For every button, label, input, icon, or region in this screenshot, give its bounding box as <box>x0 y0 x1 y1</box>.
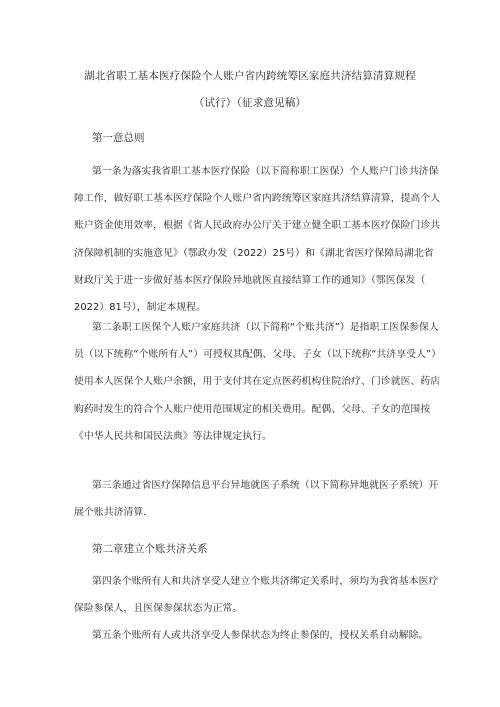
document-title: 湖北省职工基本医疗保险个人账户省内跨统筹区家庭共济结算清算规程 <box>84 70 416 82</box>
article-1-line: 2022）81号），制定本规程。 <box>74 301 207 313</box>
article-2-line: 第二条职工医保个人账户家庭共济（以下简称“个账共济”）是指职工医保参保人 <box>92 322 439 333</box>
article-3 <box>74 472 439 526</box>
chapter-heading-1: 第一意总则 <box>92 132 145 144</box>
article-1-line: 济保障机制的实施意见》（鄂政办发（2022）25号）和《湖北省医疗保障局湖北省 <box>74 247 434 259</box>
article-1 <box>74 158 441 321</box>
article-2-line: 购药时发生的符合个人账户使用范围规定的相关费用。配偶、父母、子女的范围按 <box>74 403 431 415</box>
article-1-line: 账户资金使用效率，根据《省人民政府办公厅关于建立健全职工基本医疗保险门诊共 <box>74 220 441 232</box>
article-1-line: 障工作，做好职工基本医疗保险个人账户省内跨统筹区家庭共济结算清算，提高个人 <box>74 193 441 205</box>
article-4-line: 保险参保人，且医保参保状态为正常。 <box>74 603 243 615</box>
article-5 <box>74 622 429 649</box>
article-3-line: 展个账共济清算. <box>74 507 147 519</box>
article-2-line: 《中华人民共和国民法典》等法律规定执行。 <box>74 430 272 442</box>
article-3-line: 第三条通过省医疗保障信息平台异地就医子系统（以下简称异地就医子系统）开 <box>92 480 439 491</box>
article-5-line: 第五条个账所有人或共济享受人参保状态为终止参保的，授权关系自动解除。 <box>92 630 429 641</box>
article-4 <box>74 568 439 622</box>
article-2-line: 员（以下统称“个账所有人”）可授权其配偶、父母、子女（以下统称“共济享受人”） <box>74 349 442 361</box>
article-2-line: 使用本人医保个人账户余额，用于支付其在定点医药机构住院治疗、门诊就医、药店 <box>74 376 441 388</box>
article-1-line: 财政厅关于进一步做好基本医疗保险异地就医直接结算工作的通知》（鄂医保发（ <box>74 274 426 286</box>
article-2 <box>74 314 442 450</box>
document-subtitle: （试行）（征求意见稿） <box>193 97 307 109</box>
chapter-heading-2: 第二章建立个账共济关系 <box>92 543 208 555</box>
article-4-line: 第四条个账所有人和共济享受人建立个账共济绑定关系时，须均为我省基本医疗 <box>92 576 439 587</box>
article-1-line: 第一条为落实我省职工基本医疗保险（以下简称职工医保）个人账户门诊共济保 <box>92 166 439 177</box>
